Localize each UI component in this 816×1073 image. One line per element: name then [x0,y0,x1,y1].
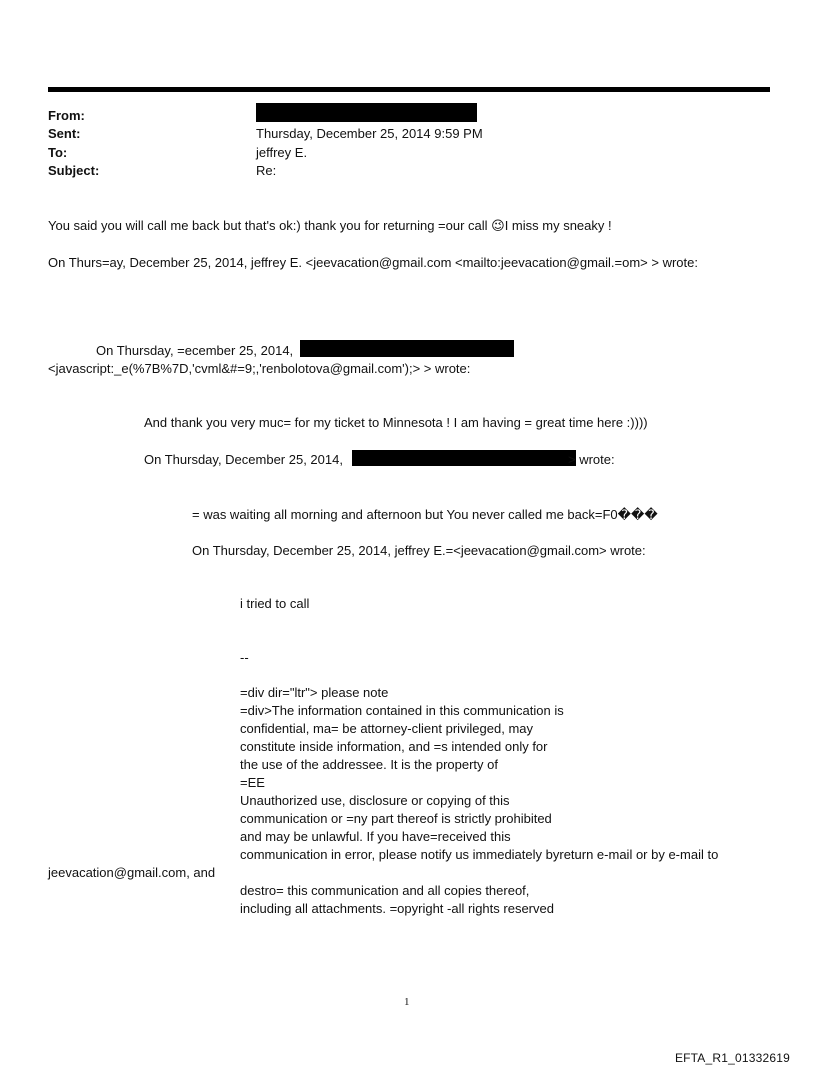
disclaimer-line-6: =EE [240,775,265,790]
disclaimer-line-10: communication in error, please notify us immediately byreturn e-mail or by e-mail to [240,847,719,862]
quote2-attribution-a: On Thursday, December 25, 2014, [144,452,343,467]
to-label: To: [48,145,68,160]
signature-separator: -- [240,650,249,665]
disclaimer-line-7: Unauthorized use, disclosure or copying of this [240,793,510,808]
redaction-from [256,103,477,122]
quote1-attribution-a: On Thursday, =ecember 25, 2014, [96,343,294,358]
document-id-footer: EFTA_R1_01332619 [674,1051,790,1065]
sent-label: Sent: [48,126,81,141]
quote2-text: And thank you very muc= for my ticket to Minnesota ! I am having = great time here :)))) [144,415,648,430]
to-value: jeffrey E. [256,145,308,160]
redaction-quote1 [300,340,514,357]
disclaimer-line-8: communication or =ny part thereof is strictly prohibited [240,811,552,826]
body-line-2: On Thurs=ay, December 25, 2014, jeffrey E. <jeevacation@gmail.com <mailto:jeevacation@gmail.=om> > wrote: [48,255,698,270]
from-label: From: [48,108,85,123]
disclaimer-line-1: =div dir="ltr"> please note [240,685,389,700]
header-rule [48,87,770,92]
sent-value: Thursday, December 25, 2014 9:59 PM [256,126,483,141]
disclaimer-line-4: constitute inside information, and =s intended only for [240,739,548,754]
disclaimer-line-9: and may be unlawful. If you have=received this [240,829,511,844]
quote2-attribution-b: > wrote: [568,452,615,467]
subject-value: Re: [256,163,277,178]
body-line-1: You said you will call me back but that's ok:) thank you for returning =our call 😉I miss my sneaky ! [48,218,612,233]
quote1-attribution-b: <javascript:_e(%7B%7D,'cvml&#=9;,'renbolotova@gmail.com');> > wrote: [48,361,471,376]
page-number: 1 [404,996,410,1008]
disclaimer-line-3: confidential, ma= be attorney-client privileged, may [240,721,534,736]
subject-label: Subject: [48,163,100,178]
disclaimer-line-5: the use of the addressee. It is the property of [240,757,498,772]
quote3-text: = was waiting all morning and afternoon but You never called me back=F0��� [192,507,658,522]
redaction-quote2 [352,450,576,466]
quote3-attribution: On Thursday, December 25, 2014, jeffrey E.=<jeevacation@gmail.com> wrote: [192,543,646,558]
quote4-text: i tried to call [240,596,310,611]
disclaimer-line-11: jeevacation@gmail.com, and [48,865,216,880]
disclaimer-line-2: =div>The information contained in this communication is [240,703,564,718]
disclaimer-line-12: destro= this communication and all copies thereof, [240,883,530,898]
disclaimer-line-13: including all attachments. =opyright -all rights reserved [240,901,554,916]
